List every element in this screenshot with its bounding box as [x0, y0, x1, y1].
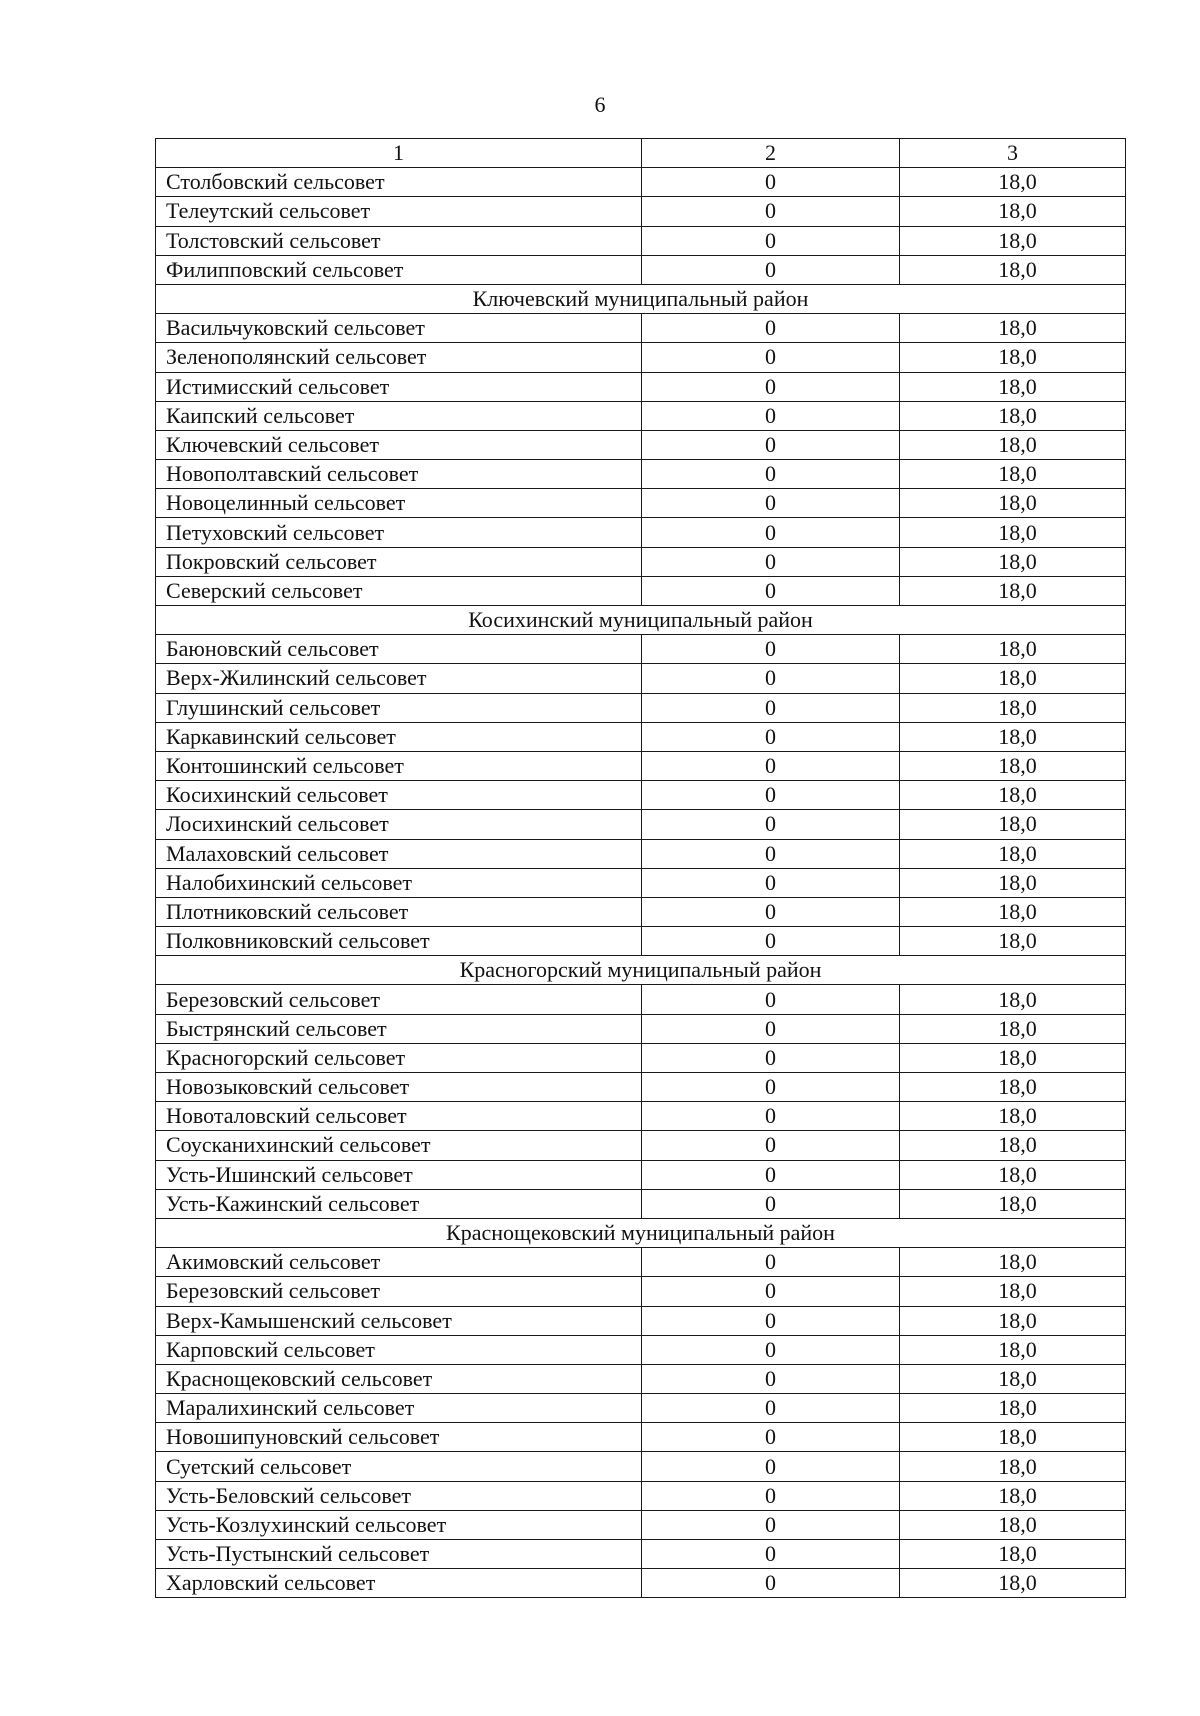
settlement-name-cell: Верх-Жилинский сельсовет — [156, 664, 642, 693]
value-column-3-cell: 18,0 — [900, 226, 1126, 255]
value-column-2-cell: 0 — [642, 1569, 900, 1598]
table-row — [156, 839, 1126, 868]
table-row — [156, 518, 1126, 547]
settlement-name-cell: Березовский сельсовет — [156, 985, 642, 1014]
table-row — [156, 722, 1126, 751]
value-column-3-cell: 18,0 — [900, 1481, 1126, 1510]
value-column-3-cell: 18,0 — [900, 460, 1126, 489]
table-row — [156, 1073, 1126, 1102]
settlement-name-cell: Новошипуновский сельсовет — [156, 1423, 642, 1452]
value-column-3-cell: 18,0 — [900, 1277, 1126, 1306]
value-column-2-cell: 0 — [642, 897, 900, 926]
settlement-name-cell: Новоцелинный сельсовет — [156, 489, 642, 518]
value-column-3-cell: 18,0 — [900, 372, 1126, 401]
settlement-name-cell: Васильчуковский сельсовет — [156, 314, 642, 343]
settlement-name-cell: Филипповский сельсовет — [156, 255, 642, 284]
table-row — [156, 1014, 1126, 1043]
value-column-3-cell: 18,0 — [900, 693, 1126, 722]
settlement-name-cell: Суетский сельсовет — [156, 1452, 642, 1481]
table-row — [156, 1364, 1126, 1393]
table-row — [156, 1102, 1126, 1131]
value-column-3-cell: 18,0 — [900, 343, 1126, 372]
value-column-3-cell: 18,0 — [900, 839, 1126, 868]
table-row — [156, 664, 1126, 693]
value-column-3-cell: 18,0 — [900, 897, 1126, 926]
settlement-name-cell: Лосихинский сельсовет — [156, 810, 642, 839]
value-column-3-cell: 18,0 — [900, 1540, 1126, 1569]
value-column-2-cell: 0 — [642, 985, 900, 1014]
value-column-3-cell: 18,0 — [900, 722, 1126, 751]
district-header-row — [156, 284, 1126, 313]
settlement-name-cell: Харловский сельсовет — [156, 1569, 642, 1598]
table-row — [156, 1043, 1126, 1072]
value-column-2-cell: 0 — [642, 430, 900, 459]
table-row — [156, 1306, 1126, 1335]
value-column-3-cell: 18,0 — [900, 1102, 1126, 1131]
value-column-3-cell: 18,0 — [900, 1510, 1126, 1539]
table-row — [156, 751, 1126, 780]
settlement-name-cell: Зеленополянский сельсовет — [156, 343, 642, 372]
table-row — [156, 1569, 1126, 1598]
settlement-name-cell: Налобихинский сельсовет — [156, 868, 642, 897]
table-row — [156, 226, 1126, 255]
district-header-row — [156, 1218, 1126, 1247]
settlement-name-cell: Березовский сельсовет — [156, 1277, 642, 1306]
value-column-3-cell: 18,0 — [900, 1014, 1126, 1043]
table-row — [156, 868, 1126, 897]
value-column-2-cell: 0 — [642, 489, 900, 518]
table-row — [156, 985, 1126, 1014]
settlement-name-cell: Краснощековский сельсовет — [156, 1364, 642, 1393]
value-column-3-cell: 18,0 — [900, 518, 1126, 547]
table-row — [156, 635, 1126, 664]
value-column-2-cell: 0 — [642, 1423, 900, 1452]
table-row — [156, 255, 1126, 284]
table-row — [156, 1394, 1126, 1423]
settlement-name-cell: Усть-Кажинский сельсовет — [156, 1189, 642, 1218]
value-column-3-cell: 18,0 — [900, 168, 1126, 197]
table-row — [156, 1540, 1126, 1569]
value-column-2-cell: 0 — [642, 1364, 900, 1393]
district-title: Ключевский муниципальный район — [156, 284, 1126, 313]
value-column-2-cell: 0 — [642, 518, 900, 547]
value-column-2-cell: 0 — [642, 1452, 900, 1481]
table-row — [156, 897, 1126, 926]
value-column-2-cell: 0 — [642, 460, 900, 489]
table-row — [156, 1510, 1126, 1539]
table-row — [156, 343, 1126, 372]
value-column-3-cell: 18,0 — [900, 751, 1126, 780]
table-row — [156, 1423, 1126, 1452]
settlement-name-cell: Усть-Козлухинский сельсовет — [156, 1510, 642, 1539]
settlement-name-cell: Полковниковский сельсовет — [156, 927, 642, 956]
value-column-2-cell: 0 — [642, 927, 900, 956]
table-row — [156, 576, 1126, 605]
settlement-name-cell: Новозыковский сельсовет — [156, 1073, 642, 1102]
settlement-name-cell: Косихинский сельсовет — [156, 781, 642, 810]
value-column-2-cell: 0 — [642, 372, 900, 401]
table-row — [156, 927, 1126, 956]
value-column-2-cell: 0 — [642, 1540, 900, 1569]
value-column-2-cell: 0 — [642, 781, 900, 810]
value-column-3-cell: 18,0 — [900, 1306, 1126, 1335]
value-column-2-cell: 0 — [642, 1131, 900, 1160]
table-row — [156, 547, 1126, 576]
value-column-2-cell: 0 — [642, 1102, 900, 1131]
value-column-3-cell: 18,0 — [900, 1452, 1126, 1481]
value-column-2-cell: 0 — [642, 1014, 900, 1043]
settlement-name-cell: Петуховский сельсовет — [156, 518, 642, 547]
value-column-2-cell: 0 — [642, 197, 900, 226]
value-column-3-cell: 18,0 — [900, 1043, 1126, 1072]
column-header-3: 3 — [900, 139, 1126, 168]
settlement-name-cell: Соусканихинский сельсовет — [156, 1131, 642, 1160]
table-row — [156, 1452, 1126, 1481]
value-column-2-cell: 0 — [642, 839, 900, 868]
settlement-name-cell: Истимисский сельсовет — [156, 372, 642, 401]
district-title: Красногорский муниципальный район — [156, 956, 1126, 985]
value-column-2-cell: 0 — [642, 1335, 900, 1364]
value-column-3-cell: 18,0 — [900, 927, 1126, 956]
settlement-name-cell: Ключевский сельсовет — [156, 430, 642, 459]
value-column-3-cell: 18,0 — [900, 1335, 1126, 1364]
value-column-2-cell: 0 — [642, 1277, 900, 1306]
district-title: Краснощековский муниципальный район — [156, 1218, 1126, 1247]
table-row — [156, 693, 1126, 722]
value-column-2-cell: 0 — [642, 1073, 900, 1102]
settlement-name-cell: Толстовский сельсовет — [156, 226, 642, 255]
settlement-name-cell: Акимовский сельсовет — [156, 1248, 642, 1277]
value-column-2-cell: 0 — [642, 255, 900, 284]
settlement-name-cell: Усть-Пустынский сельсовет — [156, 1540, 642, 1569]
settlement-name-cell: Новополтавский сельсовет — [156, 460, 642, 489]
value-column-2-cell: 0 — [642, 1248, 900, 1277]
table-row — [156, 430, 1126, 459]
settlement-name-cell: Усть-Ишинский сельсовет — [156, 1160, 642, 1189]
table-row — [156, 168, 1126, 197]
value-column-3-cell: 18,0 — [900, 576, 1126, 605]
settlement-name-cell: Карповский сельсовет — [156, 1335, 642, 1364]
table-row — [156, 401, 1126, 430]
value-column-3-cell: 18,0 — [900, 197, 1126, 226]
table-row — [156, 314, 1126, 343]
value-column-2-cell: 0 — [642, 547, 900, 576]
page-number: 6 — [594, 92, 606, 117]
settlement-name-cell: Каипский сельсовет — [156, 401, 642, 430]
data-table — [155, 138, 1126, 1598]
value-column-3-cell: 18,0 — [900, 314, 1126, 343]
settlement-name-cell: Каркавинский сельсовет — [156, 722, 642, 751]
table-row — [156, 1335, 1126, 1364]
value-column-2-cell: 0 — [642, 1306, 900, 1335]
value-column-2-cell: 0 — [642, 1510, 900, 1539]
value-column-2-cell: 0 — [642, 1394, 900, 1423]
header-row — [156, 139, 1126, 168]
value-column-2-cell: 0 — [642, 693, 900, 722]
value-column-3-cell: 18,0 — [900, 781, 1126, 810]
value-column-3-cell: 18,0 — [900, 1073, 1126, 1102]
table-row — [156, 1131, 1126, 1160]
settlement-name-cell: Баюновский сельсовет — [156, 635, 642, 664]
value-column-3-cell: 18,0 — [900, 1569, 1126, 1598]
table-row — [156, 1248, 1126, 1277]
value-column-2-cell: 0 — [642, 226, 900, 255]
settlement-name-cell: Плотниковский сельсовет — [156, 897, 642, 926]
table-row — [156, 810, 1126, 839]
value-column-2-cell: 0 — [642, 576, 900, 605]
value-column-3-cell: 18,0 — [900, 1364, 1126, 1393]
value-column-3-cell: 18,0 — [900, 1131, 1126, 1160]
column-header-1: 1 — [156, 139, 642, 168]
column-header-2: 2 — [642, 139, 900, 168]
value-column-2-cell: 0 — [642, 1043, 900, 1072]
settlement-name-cell: Быстрянский сельсовет — [156, 1014, 642, 1043]
settlement-name-cell: Усть-Беловский сельсовет — [156, 1481, 642, 1510]
value-column-3-cell: 18,0 — [900, 430, 1126, 459]
value-column-3-cell: 18,0 — [900, 1160, 1126, 1189]
settlement-name-cell: Столбовский сельсовет — [156, 168, 642, 197]
value-column-2-cell: 0 — [642, 314, 900, 343]
value-column-2-cell: 0 — [642, 635, 900, 664]
value-column-3-cell: 18,0 — [900, 1394, 1126, 1423]
table-row — [156, 1189, 1126, 1218]
value-column-3-cell: 18,0 — [900, 489, 1126, 518]
table-row — [156, 1481, 1126, 1510]
value-column-2-cell: 0 — [642, 168, 900, 197]
value-column-3-cell: 18,0 — [900, 635, 1126, 664]
value-column-3-cell: 18,0 — [900, 1189, 1126, 1218]
value-column-3-cell: 18,0 — [900, 810, 1126, 839]
settlement-name-cell: Малаховский сельсовет — [156, 839, 642, 868]
value-column-3-cell: 18,0 — [900, 401, 1126, 430]
value-column-2-cell: 0 — [642, 401, 900, 430]
table-row — [156, 489, 1126, 518]
table-row — [156, 197, 1126, 226]
value-column-3-cell: 18,0 — [900, 1248, 1126, 1277]
value-column-3-cell: 18,0 — [900, 1423, 1126, 1452]
value-column-2-cell: 0 — [642, 810, 900, 839]
settlement-name-cell: Новоталовский сельсовет — [156, 1102, 642, 1131]
table-row — [156, 1277, 1126, 1306]
district-title: Косихинский муниципальный район — [156, 606, 1126, 635]
settlement-name-cell: Верх-Камышенский сельсовет — [156, 1306, 642, 1335]
table-row — [156, 781, 1126, 810]
table-row — [156, 460, 1126, 489]
value-column-2-cell: 0 — [642, 664, 900, 693]
settlement-name-cell: Покровский сельсовет — [156, 547, 642, 576]
value-column-3-cell: 18,0 — [900, 985, 1126, 1014]
table-body — [156, 139, 1126, 1598]
value-column-2-cell: 0 — [642, 722, 900, 751]
value-column-2-cell: 0 — [642, 343, 900, 372]
value-column-2-cell: 0 — [642, 751, 900, 780]
table-row — [156, 372, 1126, 401]
value-column-3-cell: 18,0 — [900, 255, 1126, 284]
value-column-3-cell: 18,0 — [900, 547, 1126, 576]
settlement-name-cell: Красногорский сельсовет — [156, 1043, 642, 1072]
settlement-name-cell: Телеутский сельсовет — [156, 197, 642, 226]
value-column-2-cell: 0 — [642, 868, 900, 897]
district-header-row — [156, 606, 1126, 635]
value-column-3-cell: 18,0 — [900, 868, 1126, 897]
settlement-name-cell: Северский сельсовет — [156, 576, 642, 605]
settlement-name-cell: Маралихинский сельсовет — [156, 1394, 642, 1423]
value-column-2-cell: 0 — [642, 1481, 900, 1510]
settlement-name-cell: Глушинский сельсовет — [156, 693, 642, 722]
table-row — [156, 1160, 1126, 1189]
value-column-2-cell: 0 — [642, 1189, 900, 1218]
value-column-3-cell: 18,0 — [900, 664, 1126, 693]
value-column-2-cell: 0 — [642, 1160, 900, 1189]
settlement-name-cell: Контошинский сельсовет — [156, 751, 642, 780]
district-header-row — [156, 956, 1126, 985]
